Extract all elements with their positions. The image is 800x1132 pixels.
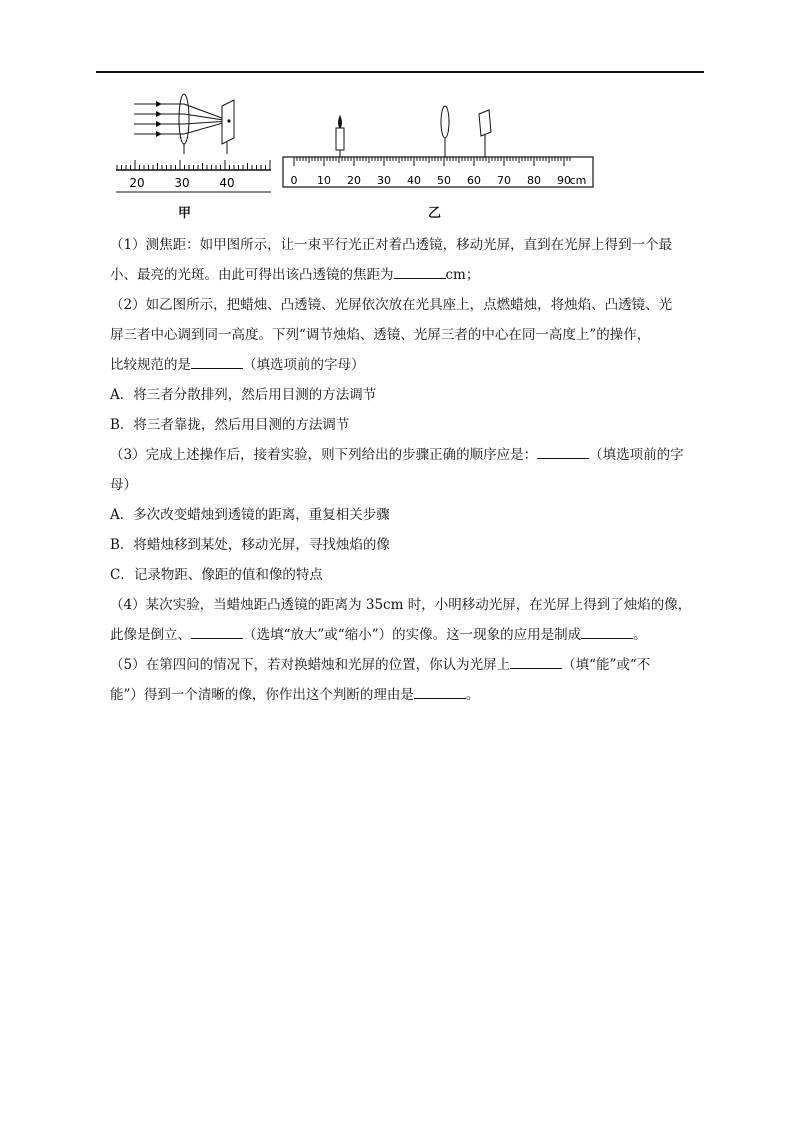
answer-blank-q2[interactable] (191, 354, 243, 369)
answer-blank-q4b[interactable] (581, 624, 633, 639)
q4-line1: （4）某次实验，当蜡烛距凸透镜的距离为 35cm 时，小明移动光屏，在光屏上得到了烛焰的像， (110, 597, 692, 613)
figure-area (96, 92, 704, 224)
question-content (110, 230, 704, 710)
q3-line1-pre: （3）完成上述操作后，接着实验，则下列给出的步骤正确的顺序应是： (110, 447, 538, 463)
answer-blank-q4a[interactable] (191, 624, 243, 639)
convex-lens (179, 94, 189, 144)
answer-blank-q3[interactable] (537, 444, 589, 459)
q5-line2-pre: 能”）得到一个清晰的像，你作出这个判断的理由是 (110, 687, 414, 703)
q3-line1 (110, 440, 704, 470)
unit-label: cm (569, 174, 587, 187)
figure-label-yi: 乙 (428, 206, 442, 221)
ruler-yi-tick-label: 50 (437, 174, 451, 187)
ruler-yi-labels (291, 174, 572, 187)
ruler-yi-tick-label: 40 (407, 174, 421, 187)
screen-yi (479, 110, 491, 157)
q2-line1: （2）如乙图所示，把蜡烛、凸透镜、光屏依次放在光具座上，点燃蜡烛，将烛焰、凸透镜、光 (110, 297, 673, 313)
q1-line2-pre: 小、最亮的光斑。由此可得出该凸透镜的焦距为 (110, 267, 394, 283)
q3-option-a: A．多次改变蜡烛到透镜的距离，重复相关步骤 (110, 507, 390, 523)
q3-option-c: C．记录物距、像距的值和像的特点 (110, 567, 323, 583)
q4-line2-post: 。 (633, 627, 647, 643)
candle (336, 116, 344, 157)
tick-label-40: 40 (219, 176, 235, 190)
q3-option-b: B．将蜡烛移到某处，移动光屏，寻找烛焰的像 (110, 537, 390, 553)
answer-blank-q5b[interactable] (414, 684, 466, 699)
q5-line2-post: 。 (465, 687, 480, 703)
q4-line2-pre: 此像是倒立、 (110, 627, 191, 643)
q2-line3-post: （填选项前的字母） (243, 357, 365, 373)
tick-label-30: 30 (174, 176, 190, 190)
lens-yi (441, 106, 449, 157)
q2-line2: 屏三者中心调到同一高度。下列“调节烛焰、透镜、光屏三者的中心在同一高度上”的操作， (110, 327, 651, 343)
ruler-yi (294, 157, 570, 166)
q1-line1: （1）测焦距：如甲图所示，让一束平行光正对着凸透镜，移动光屏，直到在光屏上得到一个最 (110, 237, 673, 253)
q1-line2-post: cm； (445, 267, 480, 283)
figure-yi (282, 102, 602, 202)
top-rule (96, 71, 704, 73)
tick-label-20: 20 (129, 176, 145, 190)
q2-line3-pre: 比较规范的是 (110, 357, 191, 373)
ruler-yi-tick-label: 90 (557, 174, 571, 187)
answer-blank-q1[interactable] (394, 264, 446, 279)
q2-line3 (110, 350, 704, 380)
q5-line2 (110, 680, 704, 710)
ruler-yi-tick-label: 0 (290, 174, 298, 187)
ruler-yi-tick-label: 60 (467, 174, 481, 187)
ruler-yi-tick-label: 70 (497, 174, 511, 187)
q5-line1-post: （填“能”或“不 (562, 657, 651, 673)
ruler-yi-tick-label: 30 (377, 174, 391, 187)
q2-option-a: A．将三者分散排列，然后用目测的方法调节 (110, 387, 377, 403)
q4-line2 (110, 620, 704, 650)
ray-arrows (156, 101, 162, 137)
q2-option-b: B．将三者靠拢，然后用目测的方法调节 (110, 417, 350, 433)
q1-line2 (110, 260, 704, 290)
q3-line1-post: （填选项前的字 (589, 447, 684, 463)
ruler-yi-tick-label: 10 (317, 174, 331, 187)
ruler-yi-tick-label: 80 (527, 174, 541, 187)
q4-line2-mid: （选填“放大”或“缩小”）的实像。这一现象的应用是制成 (243, 627, 582, 643)
figure-jia (116, 92, 286, 197)
figure-label-jia: 甲 (178, 206, 192, 221)
ruler-yi-tick-label: 20 (347, 174, 361, 187)
q5-line1 (110, 650, 704, 680)
parallel-rays (134, 104, 230, 134)
answer-blank-q5a[interactable] (510, 654, 562, 669)
light-spot (227, 119, 230, 122)
q5-line1-pre: （5）在第四问的情况下，若对换蜡烛和光屏的位置，你认为光屏上 (110, 657, 511, 673)
q3-line2: 母） (110, 477, 137, 493)
